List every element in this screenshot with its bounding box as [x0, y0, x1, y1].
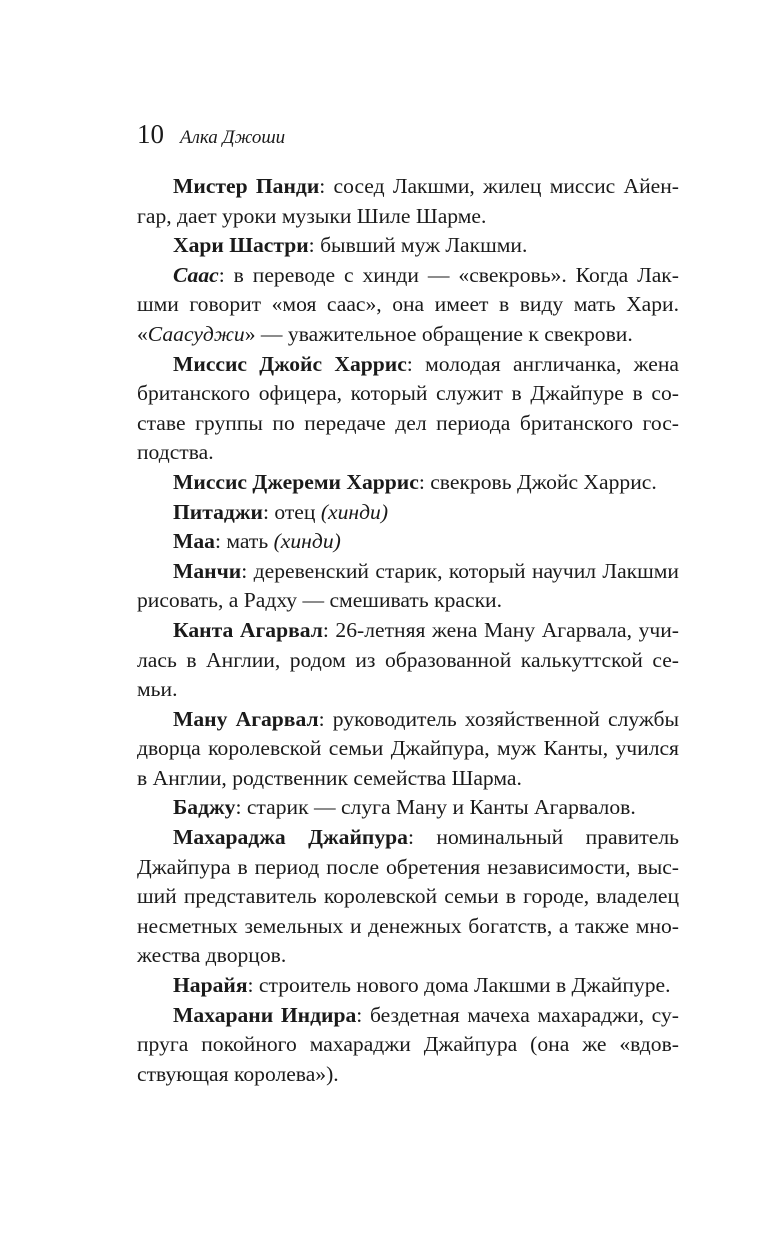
entry-term: Миссис Джереми Харрис: [173, 469, 419, 494]
glossary-entry: [137, 793, 679, 823]
entry-text: : свекровь Джойс Харрис.: [418, 469, 657, 494]
entry-note: (хинди): [273, 529, 341, 554]
glossary-entry: [137, 527, 679, 557]
glossary-entry: [137, 498, 679, 528]
entry-text-secondary: » — уважительное обращение к свекрови.: [244, 321, 633, 346]
entry-text: : деревенский старик, который научил Лакшми рисовать, а Радху — смешивать краски.: [137, 558, 679, 613]
entry-text: : номинальный правитель Джайпура в период после обретения независимости, высший представитель королевской семьи в городе, владелец несметных земельных и денежных богатств, а также множества дворцов.: [137, 825, 679, 968]
entry-term: Канта Агарвал: [173, 617, 323, 642]
entry-term: Саас: [173, 262, 219, 287]
entry-term: Баджу: [173, 795, 236, 820]
running-title: Алка Джоши: [180, 127, 286, 148]
entry-text: : сосед Лакшми, жилец миссис Айенгар, дает уроки музыки Шиле Шарме.: [137, 174, 679, 228]
entry-text: : бездетная мачеха махараджи, супруга покойного махараджи Джайпура (она же «вдовствующая королева»).: [137, 1002, 679, 1086]
glossary-entry: [137, 350, 679, 468]
glossary-entry: [137, 971, 679, 1001]
entry-term: Манчи: [173, 558, 242, 583]
entry-term: Миссис Джойс Харрис: [173, 351, 407, 376]
page-header: [137, 119, 285, 150]
glossary-entry: [137, 823, 679, 971]
glossary-entry: [137, 557, 679, 616]
glossary-entry: [137, 1001, 679, 1090]
entry-term: Махарани Индира: [173, 1002, 357, 1027]
entry-term: Махараджа Джайпура: [173, 825, 408, 850]
entry-text: : старик — слуга Ману и Канты Агарвалов.: [235, 795, 636, 820]
entry-term: Мистер Панди: [173, 174, 320, 198]
glossary-entry: [137, 261, 679, 350]
entry-term-secondary: Саасуджи: [147, 321, 245, 346]
glossary-entry: [137, 172, 679, 231]
glossary-entry: [137, 705, 679, 794]
entry-text: : в переводе с хинди — «свекровь». Когда Лакшми говорит «моя саас», она имеет в виду мать Хари. «: [137, 262, 679, 346]
glossary-entry: [137, 468, 679, 498]
entry-text: : 26-летняя жена Ману Агарвала, училась в Англии, родом из образованной калькуттской семьи.: [137, 617, 679, 702]
entry-text: : бывший муж Лакшми.: [308, 233, 528, 258]
glossary-text: [137, 172, 679, 1089]
entry-text: : строитель нового дома Лакшми в Джайпуре.: [247, 973, 671, 998]
entry-term: Нарайя: [173, 973, 248, 998]
glossary-entry: [137, 231, 679, 261]
entry-text: : мать: [214, 529, 274, 554]
entry-term: Ману Агарвал: [173, 706, 319, 731]
entry-note: (хинди): [320, 499, 389, 524]
entry-term: Маа: [173, 529, 215, 554]
entry-term: Хари Шастри: [173, 233, 309, 258]
glossary-entry: [137, 616, 679, 705]
entry-text: : отец: [262, 499, 321, 524]
entry-text: : руководитель хозяйственной службы дворца королевской семьи Джайпура, муж Канты, учился в Англии, родственник семейства Шарма.: [137, 706, 679, 790]
entry-text: : молодая англичанка, жена британского офицера, который служит в Джайпуре в составе группы по передаче дел периода британского господства.: [137, 351, 679, 465]
page-number: 10: [137, 119, 164, 149]
entry-term: Питаджи: [173, 499, 263, 524]
